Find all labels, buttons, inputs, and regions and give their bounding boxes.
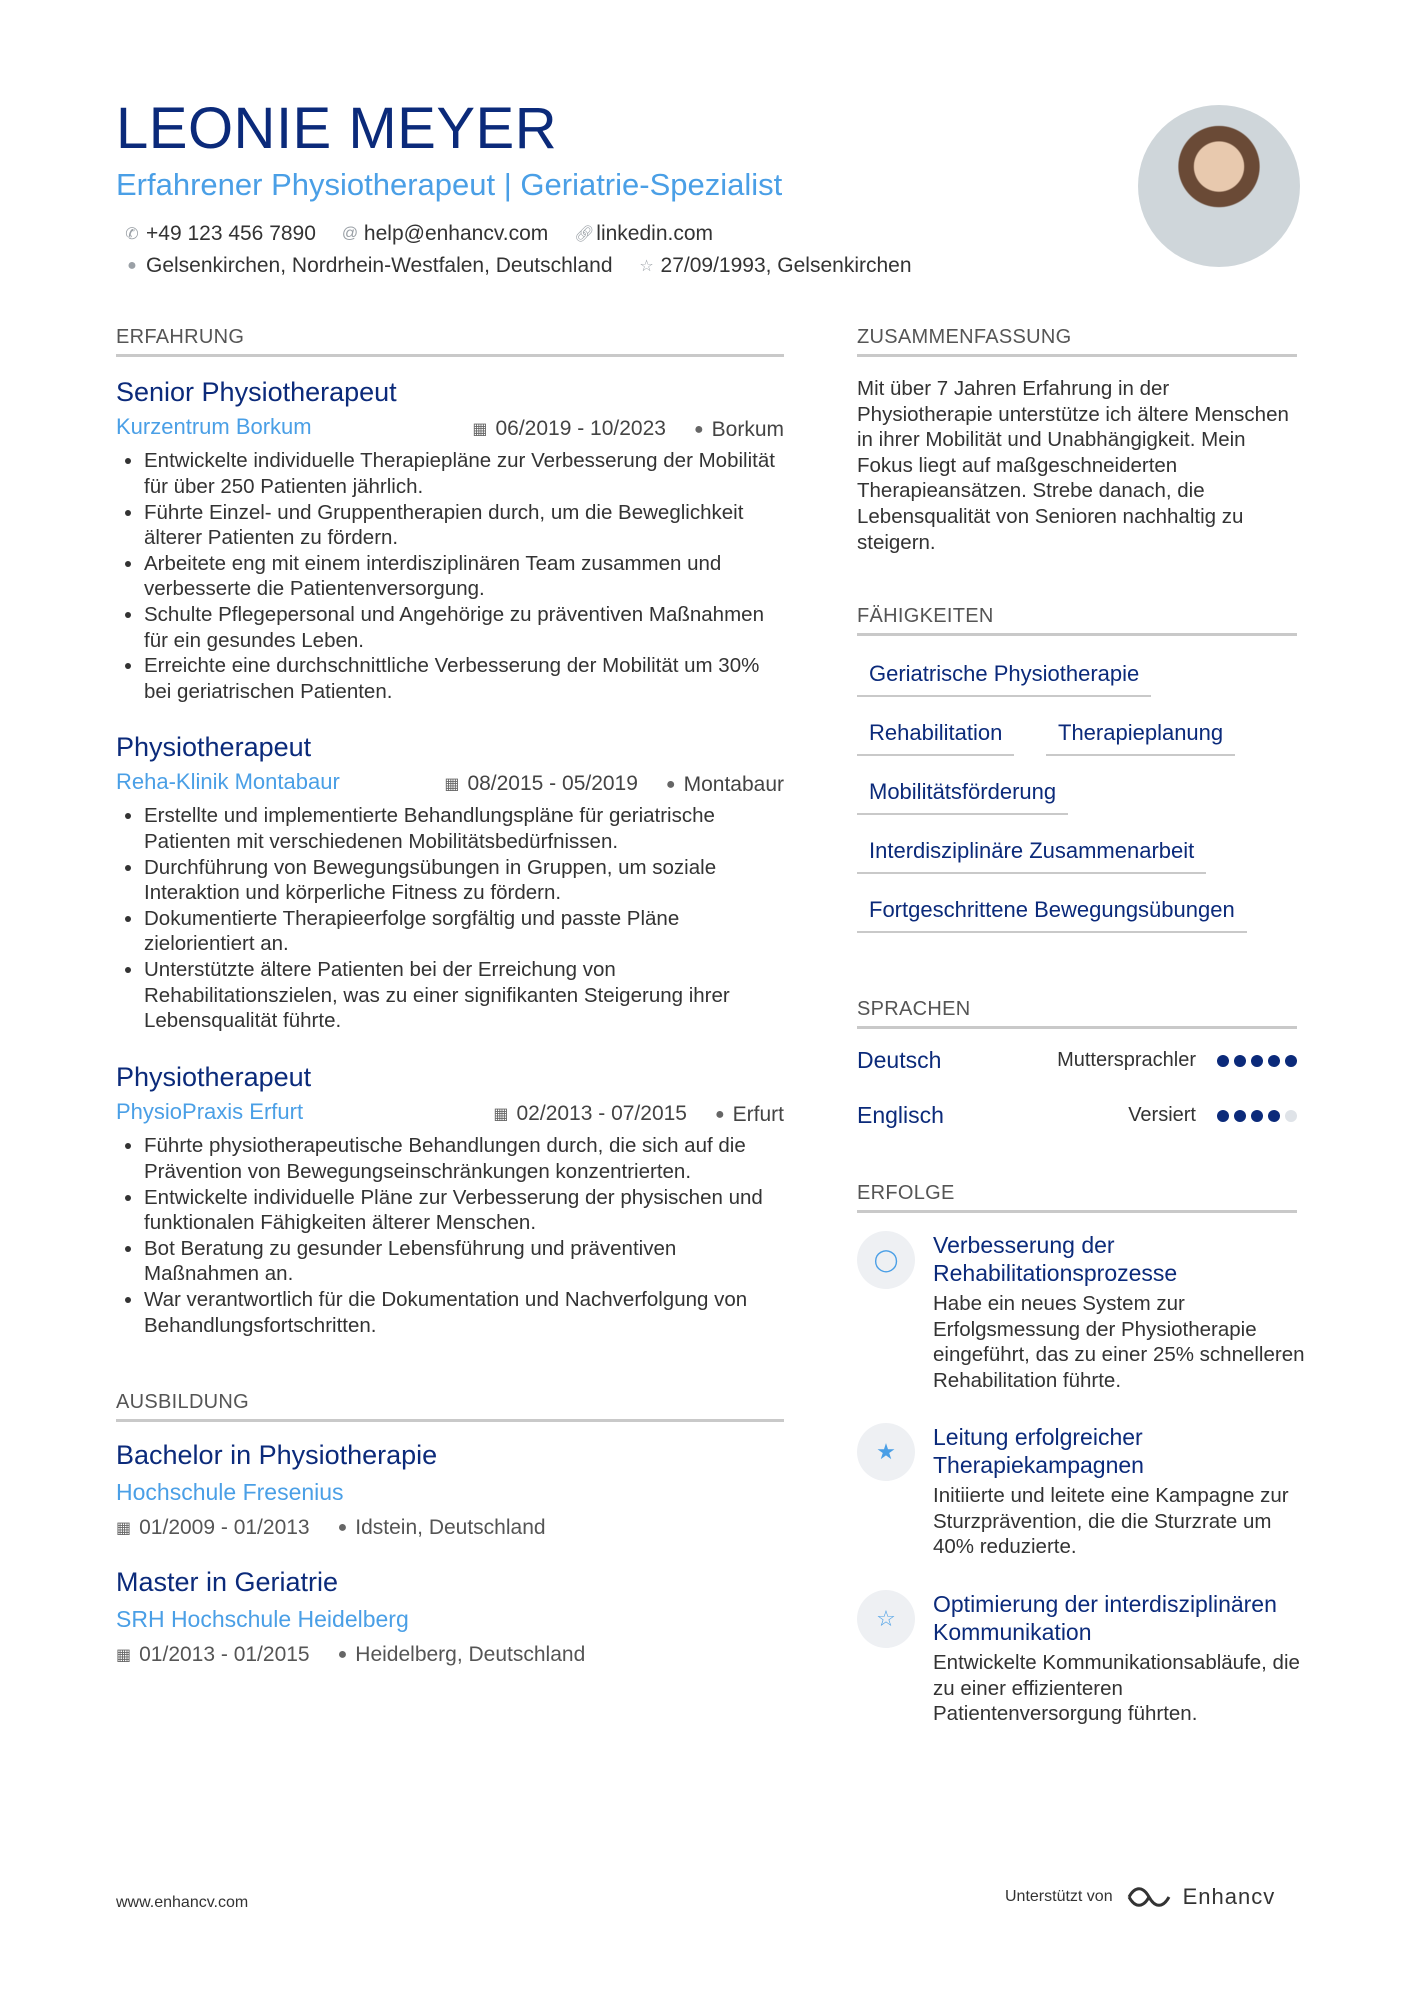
calendar-icon: ▦	[472, 421, 488, 439]
job-dates	[493, 1102, 687, 1126]
star-sparkle-icon: ★	[857, 1423, 915, 1481]
edu-location-text: Idstein, Deutschland	[355, 1516, 546, 1540]
experience-entry	[116, 1061, 784, 1338]
bullet-item: • Führte physiotherapeutische Behandlungen durch, die sich auf die Prävention von Bewegungseinschränkungen konzentrierten.	[144, 1133, 784, 1184]
skill-tag: Therapieplanung	[1046, 720, 1235, 756]
bullet-item: • Führte Einzel- und Gruppentherapien durch, um die Beweglichkeit älterer Patienten zu fördern.	[144, 500, 784, 551]
job-title: Senior Physiotherapeut	[116, 377, 397, 407]
rating-dot-filled	[1217, 1110, 1229, 1122]
achievement-body	[933, 1423, 1305, 1560]
bullet-item: • Erstellte und implementierte Behandlungspläne für geriatrische Patienten mit verschiedenen Mobilitätsbedürfnissen.	[144, 803, 784, 854]
rating-dot-filled	[1268, 1055, 1280, 1067]
skill-tag: Geriatrische Physiotherapie	[857, 661, 1151, 697]
contact-linkedin[interactable]	[574, 222, 713, 246]
powered-by-text: Unterstützt von	[1005, 1888, 1113, 1905]
candidate-headline: Erfahrener Physiotherapeut | Geriatrie-Spezialist	[116, 167, 783, 202]
edu-dates-text: 01/2009 - 01/2013	[139, 1516, 310, 1540]
bullet-item: • Arbeitete eng mit einem interdisziplinären Team zusammen und verbesserte die Patientenversorgung.	[144, 551, 784, 602]
job-company: Kurzentrum Borkum	[116, 414, 312, 440]
linkedin-link[interactable]: linkedin.com	[596, 222, 714, 245]
rating-dot-filled	[1251, 1055, 1263, 1067]
birth-text: 27/09/1993, Gelsenkirchen	[660, 254, 912, 277]
calendar-icon: ▦	[116, 1520, 132, 1538]
job-meta	[116, 414, 784, 442]
map-pin-icon: ●	[337, 1646, 348, 1664]
edu-dates	[116, 1516, 310, 1540]
map-pin-icon: ●	[665, 776, 676, 794]
bullet-item: • Durchführung von Bewegungsübungen in Gruppen, um soziale Interaktion und körperliche Fitness zu fördern.	[144, 855, 784, 906]
bullet-item: • Dokumentierte Therapieerfolge sorgfältig und passte Pläne zielorientiert an.	[144, 906, 784, 957]
skill-tag: Rehabilitation	[857, 720, 1014, 756]
language-level: Versiert	[1128, 1104, 1196, 1126]
section-title-education: AUSBILDUNG	[116, 1391, 784, 1422]
experience-entry	[116, 376, 784, 704]
skill-tag: Mobilitätsförderung	[857, 779, 1068, 815]
rating-dot-filled	[1217, 1055, 1229, 1067]
edu-degree: Bachelor in Physiotherapie	[116, 1440, 438, 1470]
calendar-icon: ▦	[493, 1106, 509, 1124]
language-row	[857, 1047, 1297, 1074]
footer-branding	[1005, 1884, 1275, 1910]
rating-dot-filled	[1251, 1110, 1263, 1122]
job-location	[666, 773, 784, 797]
map-pin-icon: ●	[693, 421, 704, 439]
job-dates-text: 08/2015 - 05/2019	[467, 772, 638, 796]
contact-birth	[639, 254, 912, 278]
job-dates-text: 06/2019 - 10/2023	[495, 417, 666, 441]
edu-dates	[116, 1643, 310, 1667]
rating-dot-filled	[1234, 1110, 1246, 1122]
bullet-item: • Schulte Pflegepersonal und Angehörige zu präventiven Maßnahmen für ein gesundes Leben.	[144, 602, 784, 653]
edu-degree: Master in Geriatrie	[116, 1567, 339, 1597]
enhancv-logo-icon	[1125, 1884, 1173, 1910]
rating-dot-filled	[1234, 1055, 1246, 1067]
achievement-description: Initiierte und leitete eine Kampagne zur Sturzprävention, die die Sturzrate um 40% reduzierte.	[933, 1484, 1289, 1559]
job-dates-text: 02/2013 - 07/2015	[516, 1102, 687, 1126]
achievement-description: Entwickelte Kommunikationsabläufe, die zu einer effizienteren Patientenversorgung führten.	[933, 1651, 1300, 1726]
language-name: Englisch	[857, 1102, 944, 1128]
map-pin-icon: ●	[714, 1106, 725, 1124]
job-title: Physiotherapeut	[116, 732, 312, 762]
job-dates	[472, 417, 666, 441]
calendar-icon: ▦	[444, 776, 460, 794]
bullet-item: • Entwickelte individuelle Pläne zur Verbesserung der physischen und funktionalen Fähigkeiten älterer Menschen.	[144, 1185, 784, 1236]
achievement-body	[933, 1590, 1305, 1727]
skill-tag: Fortgeschrittene Bewegungsübungen	[857, 897, 1247, 933]
achievement-title: Optimierung der interdisziplinären Kommunikation	[933, 1591, 1277, 1645]
contact-phone	[124, 222, 316, 246]
edu-school: SRH Hochschule Heidelberg	[116, 1606, 409, 1633]
job-meta	[116, 1099, 784, 1127]
rating-dot-filled	[1268, 1110, 1280, 1122]
star-icon: ☆	[639, 258, 654, 275]
avatar-photo	[1138, 105, 1300, 267]
phone-icon: ✆	[125, 226, 139, 243]
achievement-body	[933, 1231, 1305, 1393]
edu-meta	[116, 1643, 784, 1667]
job-location	[694, 418, 784, 442]
edu-meta	[116, 1516, 784, 1540]
job-bullets	[116, 1133, 784, 1338]
language-row	[857, 1102, 1297, 1129]
education-entry	[116, 1566, 784, 1667]
phone-text: +49 123 456 7890	[146, 222, 316, 245]
job-location-text: Borkum	[711, 418, 784, 442]
job-company: Reha-Klinik Montabaur	[116, 769, 340, 795]
location-text: Gelsenkirchen, Nordrhein-Westfalen, Deutschland	[146, 254, 613, 277]
skill-tag: Interdisziplinäre Zusammenarbeit	[857, 838, 1206, 874]
job-bullets	[116, 448, 784, 704]
edu-school: Hochschule Fresenius	[116, 1479, 344, 1506]
education-entry	[116, 1439, 784, 1540]
contact-row-2	[124, 254, 938, 278]
job-bullets	[116, 803, 784, 1033]
language-name: Deutsch	[857, 1047, 942, 1073]
calendar-icon: ▦	[116, 1647, 132, 1665]
job-location-text: Montabaur	[683, 773, 784, 797]
section-title-summary: ZUSAMMENFASSUNG	[857, 326, 1297, 357]
job-location	[715, 1103, 784, 1127]
job-company: PhysioPraxis Erfurt	[116, 1099, 304, 1125]
star-icon: ☆	[857, 1590, 915, 1648]
candidate-name: LEONIE MEYER	[116, 96, 558, 161]
job-title: Physiotherapeut	[116, 1062, 312, 1092]
contact-email[interactable]	[342, 222, 548, 246]
section-title-languages: SPRACHEN	[857, 998, 1297, 1029]
edu-location	[338, 1516, 546, 1540]
bullet-item: • Erreichte eine durchschnittliche Verbesserung der Mobilität um 30% bei geriatrischen Patienten.	[144, 653, 784, 704]
bullet-item: • Entwickelte individuelle Therapiepläne zur Verbesserung der Mobilität für über 250 Patienten jährlich.	[144, 448, 784, 499]
at-icon: @	[341, 225, 359, 242]
edu-location	[338, 1643, 586, 1667]
brand-name: Enhancv	[1182, 1884, 1276, 1909]
map-pin-icon: ●	[127, 257, 137, 274]
summary-text: Mit über 7 Jahren Erfahrung in der Physiotherapie unterstütze ich ältere Menschen in ihrer Mobilität und Unabhängigkeit. Mein Fokus liegt auf maßgeschneiderten Therapieansätzen. Strebe danach, die Lebensqualität von Senioren nachhaltig zu steigern.	[857, 377, 1289, 554]
language-rating	[1212, 1055, 1297, 1067]
language-level: Muttersprachler	[1057, 1049, 1196, 1071]
achievement-title: Verbesserung der Rehabilitationsprozesse	[933, 1232, 1178, 1286]
contact-location	[124, 254, 613, 278]
bullet-item: • Unterstützte ältere Patienten bei der Erreichung von Rehabilitationszielen, was zu einer signifikanten Steigerung ihrer Lebensqualität führte.	[144, 957, 784, 1034]
section-title-skills: FÄHIGKEITEN	[857, 605, 1297, 636]
achievement-description: Habe ein neues System zur Erfolgsmessung der Physiotherapie eingeführt, das zu einer 25% schnelleren Rehabilitation führte.	[933, 1292, 1305, 1392]
edu-dates-text: 01/2013 - 01/2015	[139, 1643, 310, 1667]
bullet-item: • Bot Beratung zu gesunder Lebensführung und präventiven Maßnahmen an.	[144, 1236, 784, 1287]
map-pin-icon: ●	[337, 1519, 348, 1537]
bullet-item: • War verantwortlich für die Dokumentation und Nachverfolgung von Behandlungsfortschritten.	[144, 1287, 784, 1338]
rating-dot-filled	[1285, 1055, 1297, 1067]
job-meta	[116, 769, 784, 797]
achievement-title: Leitung erfolgreicher Therapiekampagnen	[933, 1424, 1144, 1478]
rating-dot-empty	[1285, 1110, 1297, 1122]
job-dates	[444, 772, 638, 796]
experience-entry	[116, 731, 784, 1034]
language-rating	[1212, 1110, 1297, 1122]
lightbulb-icon: ◯	[857, 1231, 915, 1289]
footer-website[interactable]: www.enhancv.com	[116, 1894, 249, 1911]
section-title-experience: ERFAHRUNG	[116, 326, 784, 357]
job-location-text: Erfurt	[732, 1103, 784, 1127]
link-icon: 🔗︎	[574, 226, 595, 243]
edu-location-text: Heidelberg, Deutschland	[355, 1643, 586, 1667]
email-link[interactable]: help@enhancv.com	[363, 222, 549, 245]
section-title-achievements: ERFOLGE	[857, 1182, 1297, 1213]
contact-row-1	[124, 222, 739, 246]
